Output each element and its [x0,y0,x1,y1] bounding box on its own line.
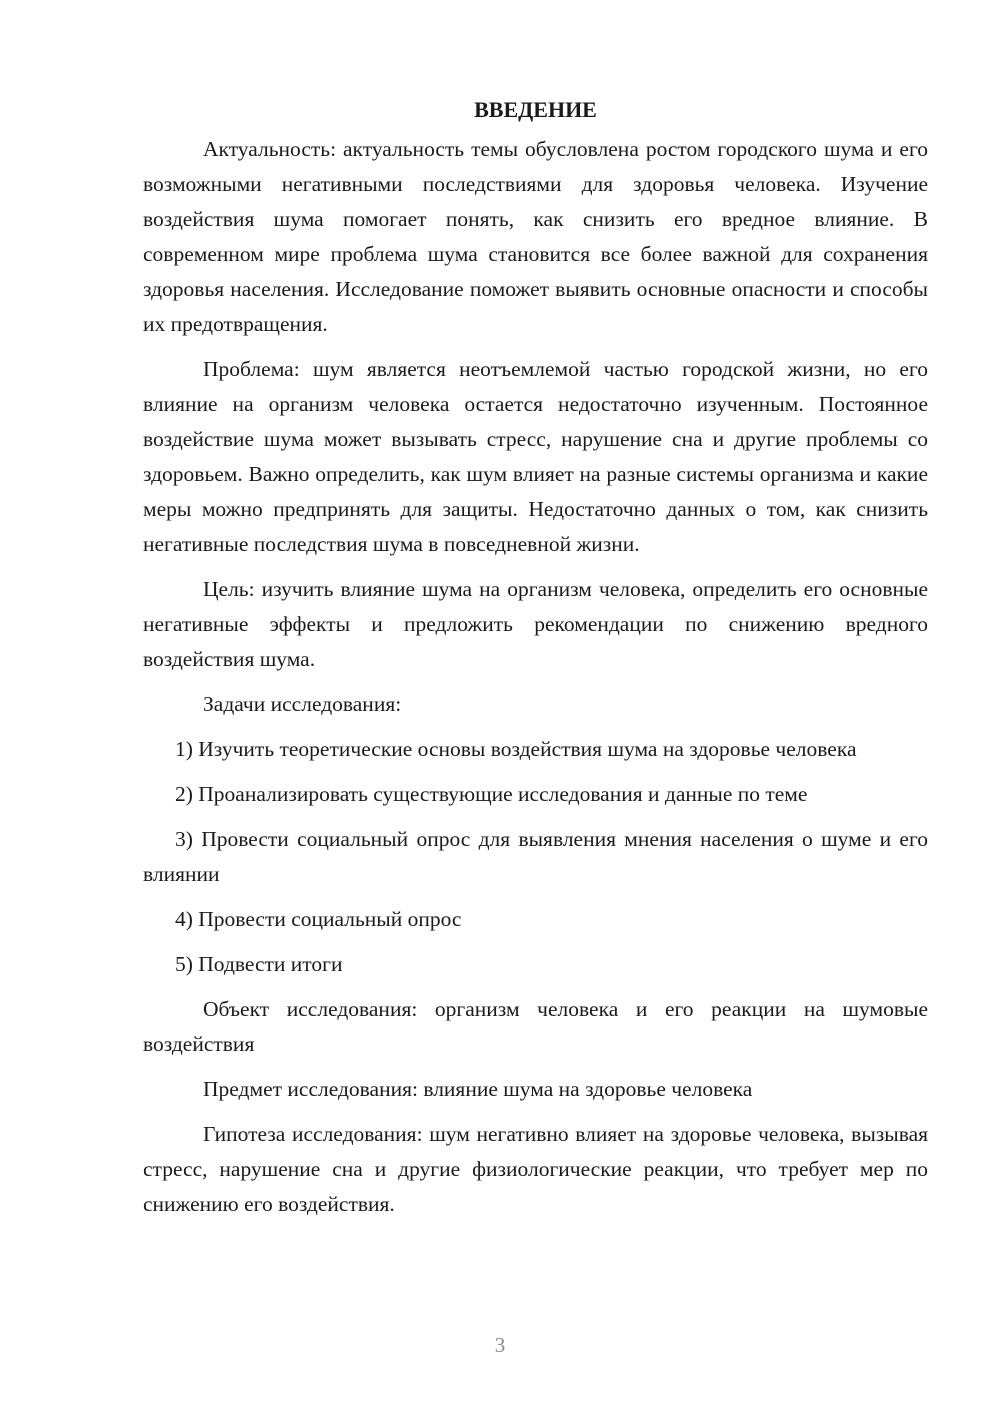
task-item-4: 4) Провести социальный опрос [175,907,462,931]
tasks-heading: Задачи исследования: [203,692,402,716]
page-number: 3 [494,1333,506,1357]
task-item-1: 1) Изучить теоретические основы воздействия шума на здоровье человека [175,737,857,761]
paragraph-hypothesis: Гипотеза исследования: шум негативно влияет на здоровье человека, вызывая стресс, нарушение сна и другие физиологические реакции, что требует мер по снижению его воздействия. [143,1122,928,1216]
document-page [143,90,928,1232]
task-item-5: 5) Подвести итоги [175,952,343,976]
paragraph-object: Объект исследования: организм человека и его реакции на шумовые воздействия [143,997,928,1056]
paragraph-subject: Предмет исследования: влияние шума на здоровье человека [203,1077,753,1101]
paragraph-goal: Цель: изучить влияние шума на организм человека, определить его основные негативные эффекты и предложить рекомендации по снижению вредного воздействия шума. [143,577,928,671]
section-title: ВВЕДЕНИЕ [474,97,597,122]
paragraph-problem: Проблема: шум является неотъемлемой частью городской жизни, но его влияние на организм человека остается недостаточно изученным. Постоянное воздействие шума может вызывать стресс, нарушение сна и другие проблемы со здоровьем. Важно определить, как шум влияет на разные системы организма и какие меры можно предпринять для защиты. Недостаточно данных о том, как снизить негативные последствия шума в повседневной жизни. [143,357,928,556]
paragraph-relevance: Актуальность: актуальность темы обусловлена ростом городского шума и его возможными негативными последствиями для здоровья человека. Изучение воздействия шума помогает понять, как снизить его вредное влияние. В современном мире проблема шума становится все более важной для сохранения здоровья населения. Исследование поможет выявить основные опасности и способы их предотвращения. [143,137,928,336]
task-item-2: 2) Проанализировать существующие исследования и данные по теме [175,782,808,806]
task-item-3: 3) Провести социальный опрос для выявления мнения населения о шуме и его влиянии [143,827,928,886]
